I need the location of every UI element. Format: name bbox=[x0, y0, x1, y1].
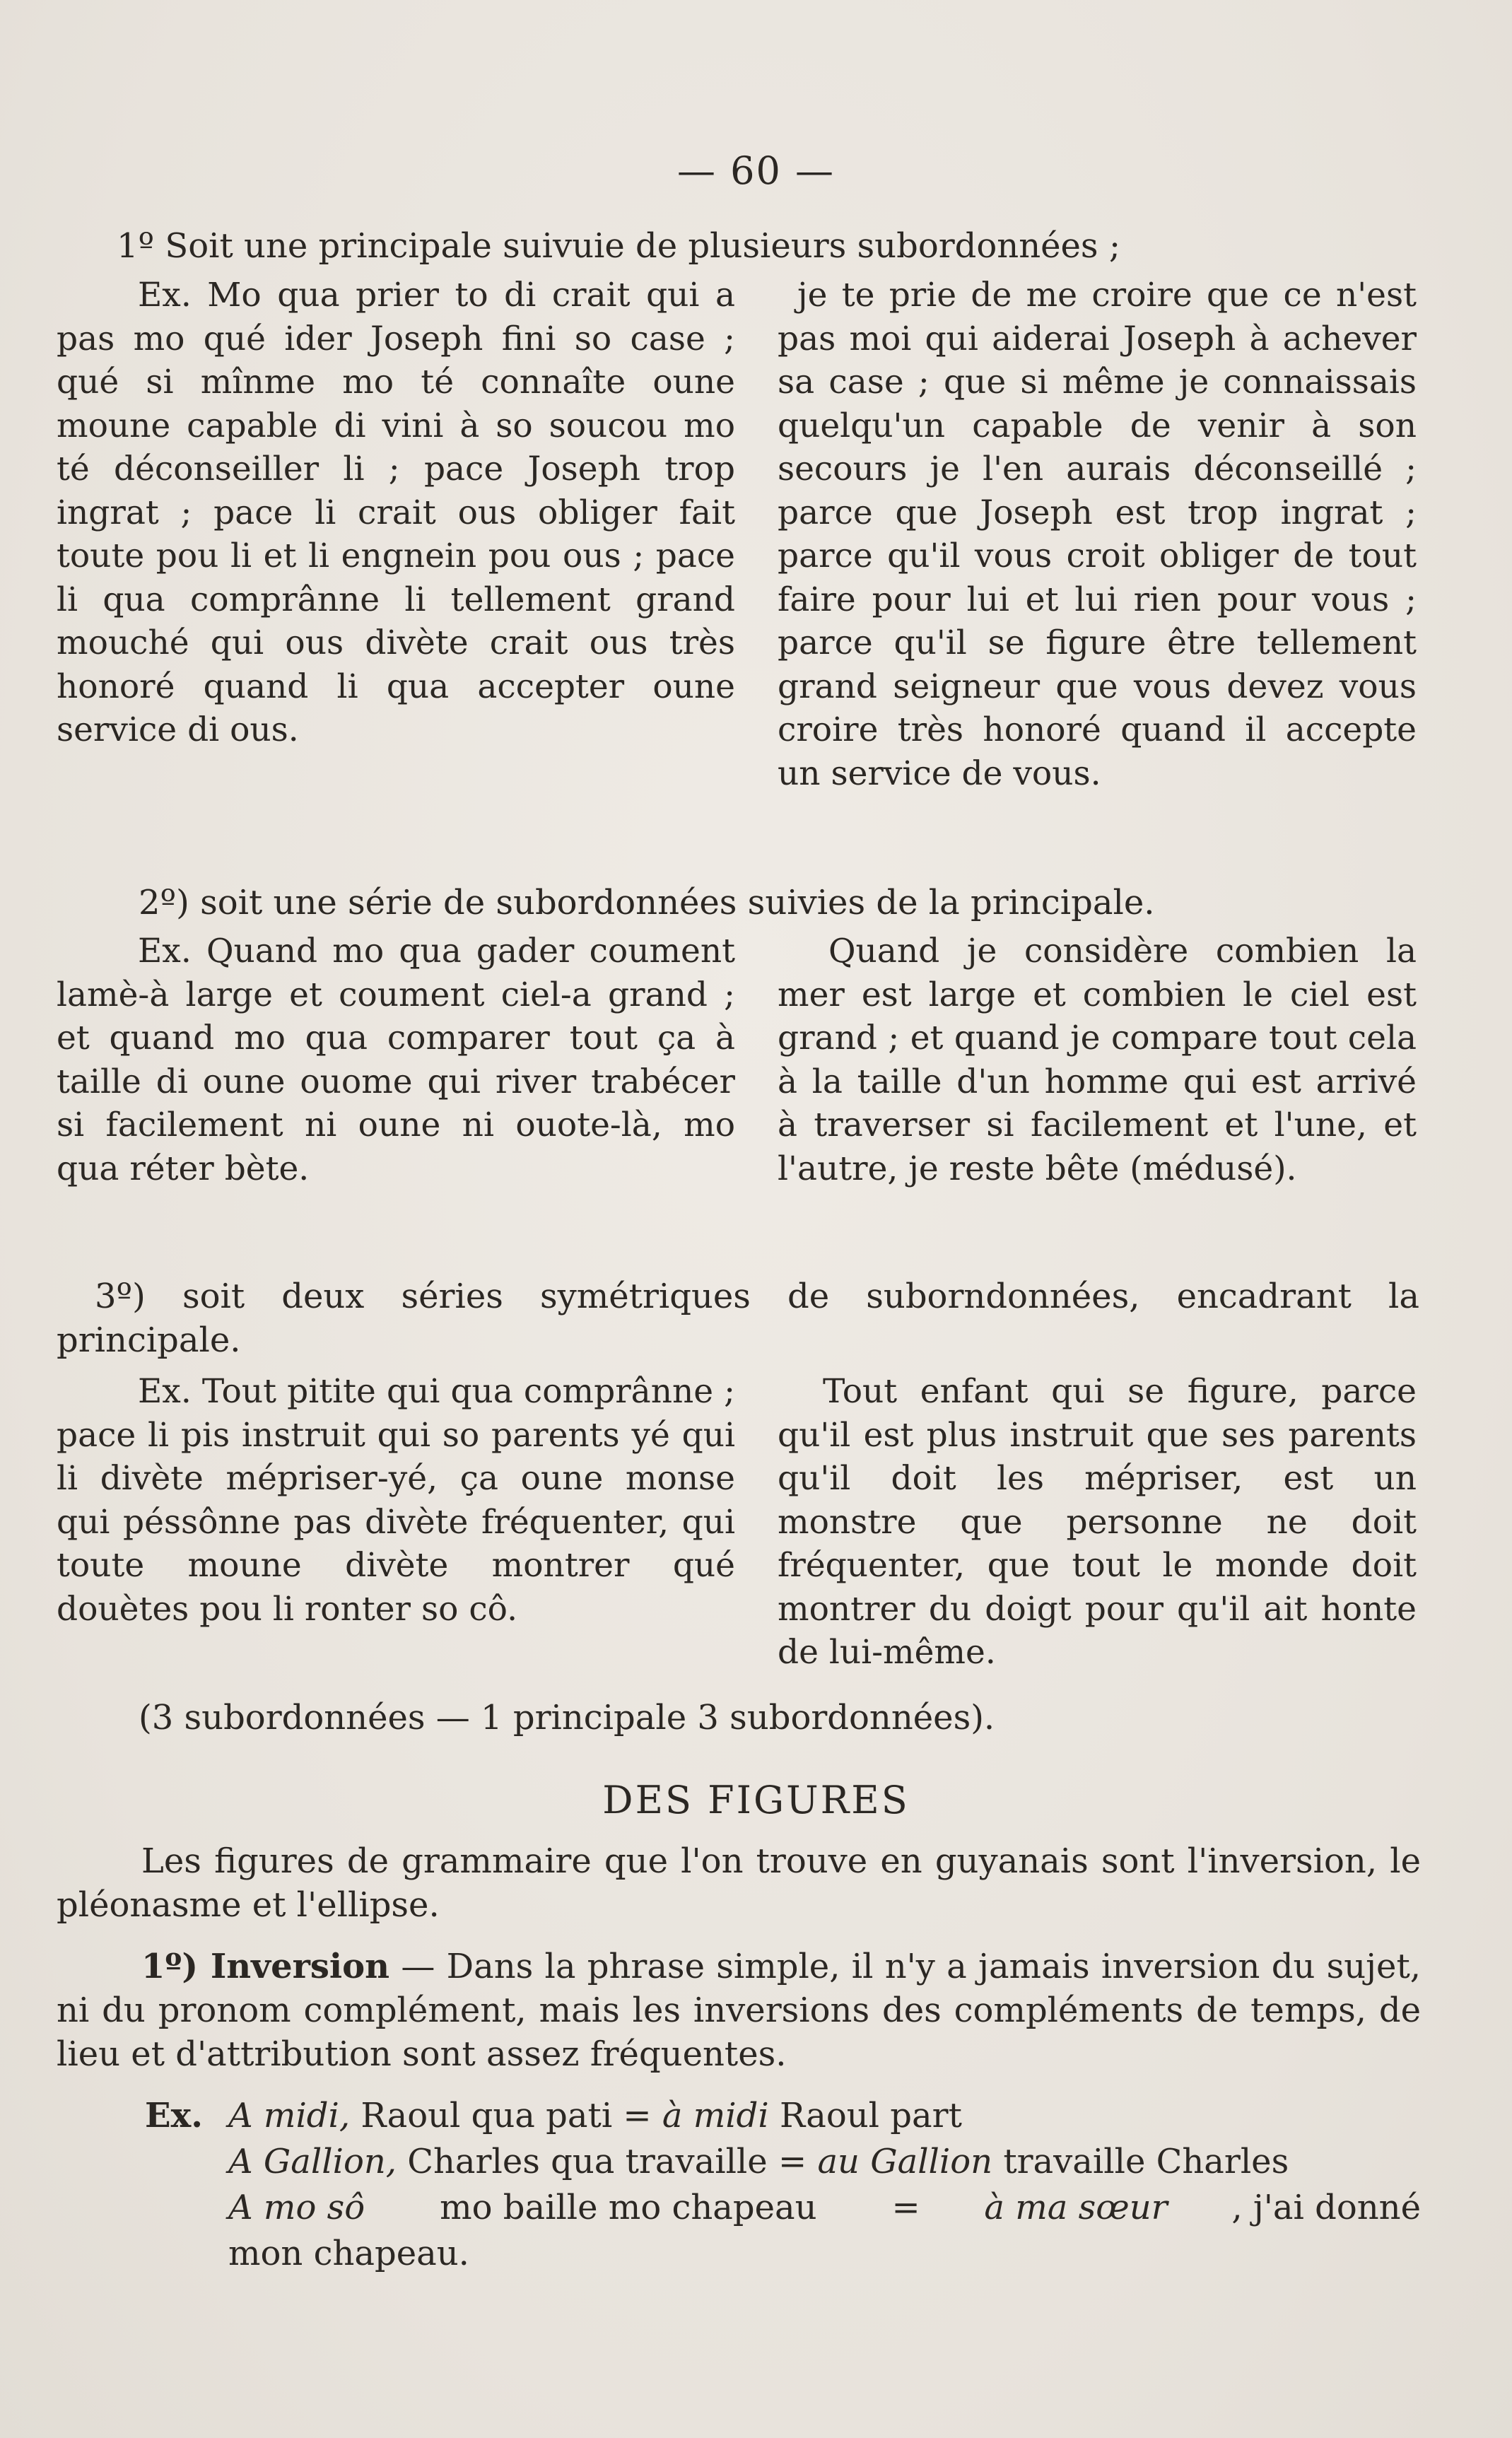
section3-intro-line1: 3º) soit deux séries symétriques de suborndonnées, encadrant la bbox=[95, 1277, 1419, 1316]
figures-intro-paragraph bbox=[57, 1839, 1421, 1927]
section2-intro: 2º) soit une série de subordonnées suivies de la principale. bbox=[139, 883, 1155, 922]
section3-left-text: Ex. Tout pitite qui qua comprânne ; pace li pis instruit qui so parents yé qui li divète mépriser-yé, ça oune monse qui péssônne pas divète fréquenter, qui toute moune divète montrer qué douètes pou li ronter so cô. bbox=[57, 1372, 735, 1629]
section3-summary: (3 subordonnées — 1 principale 3 subordonnées). bbox=[139, 1698, 995, 1737]
e3-d: , j'ai donné bbox=[1231, 2188, 1421, 2227]
section2-right-text: Quand je considère combien la mer est large et combien le ciel est grand ; et quand je compare tout cela à la taille d'un homme qui est arrivé à traverser si facilement et l'une, et l'autre, je reste bête (médusé). bbox=[778, 932, 1417, 1188]
e1-d: Raoul part bbox=[768, 2096, 962, 2135]
e2-d: travaille Charles bbox=[992, 2142, 1289, 2181]
e2-eq: = bbox=[778, 2142, 807, 2181]
section1-french-translation bbox=[778, 274, 1417, 795]
inversion-text bbox=[57, 1945, 1421, 2076]
example-line-2 bbox=[228, 2140, 1289, 2184]
e2-c: au Gallion bbox=[817, 2142, 993, 2181]
e2-a: A Gallion, bbox=[228, 2142, 397, 2181]
section2-french-translation bbox=[778, 930, 1417, 1190]
e1-b: Raoul qua pati bbox=[350, 2096, 623, 2135]
section1-right-text: je te prie de me croire que ce n'est pas moi qui aiderai Joseph à achever sa case ; que si même je connaissais quelqu'un capable de venir à son secours je l'en aurais déconseillé ; parce que Joseph est trop ingrat ; parce qu'il vous croit obliger de tout faire pour lui et lui rien pour vous ; parce qu'il se figure être tellement grand seigneur que vous devez vous croire très honoré quand il accepte un service de vous. bbox=[778, 276, 1417, 793]
figures-intro-text: Les figures de grammaire que l'on trouve en guyanais sont l'inversion, le pléonasme et l'ellipse. bbox=[57, 1841, 1421, 1925]
example-line-3 bbox=[228, 2186, 1421, 2229]
e3-a: A mo sô bbox=[228, 2188, 365, 2227]
inversion-body: — Dans la phrase simple, il n'y a jamais inversion du sujet, ni du pronom complément, mais les inversions des compléments de temps, de lieu et d'attribution sont assez fréquentes. bbox=[57, 1947, 1422, 2074]
e1-c: à midi bbox=[662, 2096, 769, 2135]
section2-left-text: Ex. Quand mo qua gader coument lamè-à large et coument ciel-a grand ; et quand mo qua comparer tout ça à taille di oune ouome qui river trabécer si facilement ni oune ni ouote-là, mo qua réter bète. bbox=[57, 932, 735, 1188]
section2-guyanese-example bbox=[57, 930, 735, 1190]
figures-heading: DES FIGURES bbox=[602, 1778, 910, 1822]
example-line-4: mon chapeau. bbox=[228, 2234, 469, 2273]
section3-guyanese-example bbox=[57, 1370, 735, 1631]
section3-french-translation bbox=[778, 1370, 1417, 1675]
ex-label: Ex. bbox=[145, 2096, 203, 2135]
section1-left-text: Ex. Mo qua prier to di crait qui a pas mo qué ider Joseph fini so case ; qué si mînme mo té connaîte oune moune capable di vini à so soucou mo té déconseiller li ; pace Joseph trop ingrat ; pace li crait ous obliger fait toute pou li et li engnein pou ous ; pace li qua comprânne li tellement grand mouché qui ous divète crait ous très honoré quand li qua accepter oune service di ous. bbox=[57, 276, 735, 749]
section1-intro: 1º Soit une principale suivuie de plusieurs subordonnées ; bbox=[117, 226, 1120, 266]
e2-b: Charles qua travaille bbox=[397, 2142, 778, 2181]
example-line-1 bbox=[228, 2094, 962, 2138]
e1-a: A midi, bbox=[228, 2096, 351, 2135]
e3-eq: = bbox=[891, 2188, 920, 2227]
section3-right-text: Tout enfant qui se figure, parce qu'il est plus instruit que ses parents qu'il doit les mépriser, est un monstre que personne ne doit fréquenter, que tout le monde doit montrer du doigt pour qu'il ait honte de lui-même. bbox=[778, 1372, 1417, 1672]
section1-guyanese-example bbox=[57, 274, 735, 752]
section3-intro-line2: principale. bbox=[57, 1320, 241, 1360]
e1-eq: = bbox=[623, 2096, 652, 2135]
examples-label bbox=[145, 2094, 203, 2138]
inversion-paragraph bbox=[57, 1945, 1421, 2076]
page-number: — 60 — bbox=[676, 148, 836, 193]
e3-c: à ma sœur bbox=[984, 2188, 1168, 2227]
e3-b: mo baille mo chapeau bbox=[428, 2188, 828, 2227]
inversion-label: 1º) Inversion bbox=[141, 1947, 390, 1986]
